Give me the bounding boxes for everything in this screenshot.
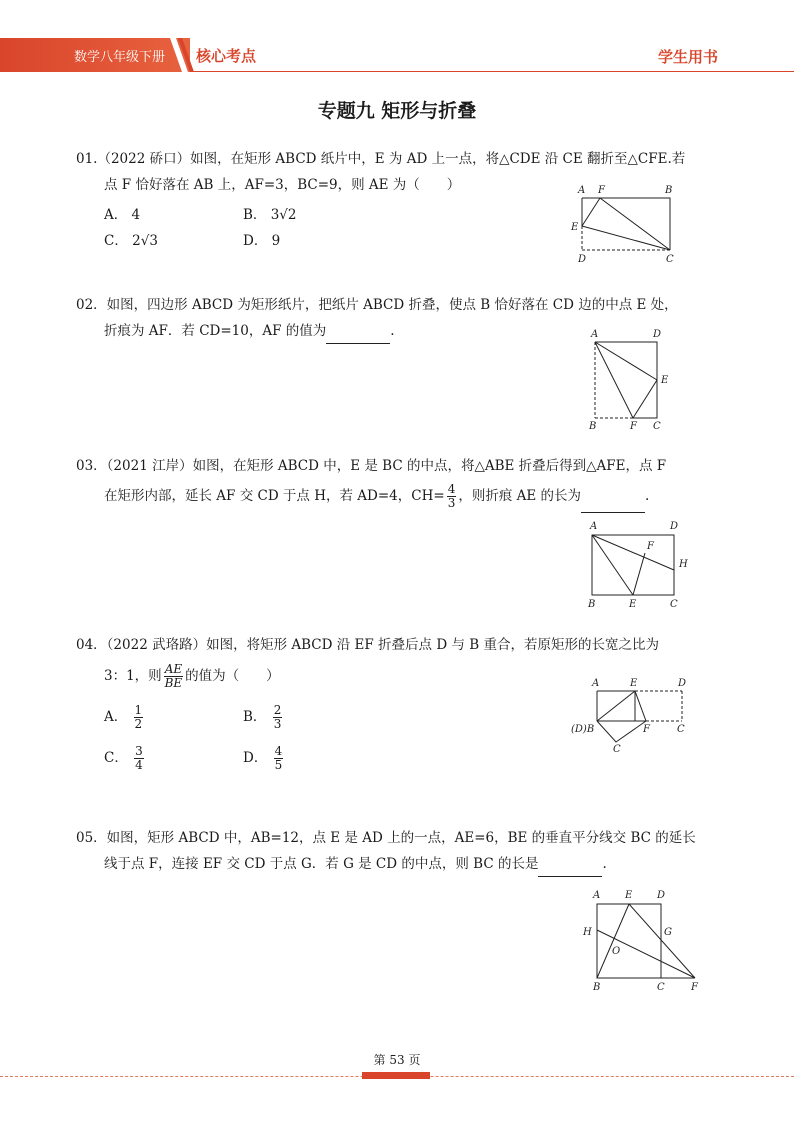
question-2-line-2: 折痕为 AF．若 CD=10，AF 的值为 .	[76, 318, 728, 344]
question-2-line-1: 02．如图，四边形 ABCD 为矩形纸片，把纸片 ABCD 折叠，使点 B 恰好落在 CD 边的中点 E 处，	[76, 297, 678, 313]
label-b: B	[589, 421, 597, 432]
label-d: D	[678, 678, 687, 689]
option-d[interactable]: D． 9	[243, 233, 281, 249]
label-c: C	[677, 724, 685, 735]
label-e: E	[661, 375, 669, 386]
question-5-line-1: 05．如图，矩形 ABCD 中，AB=12，点 E 是 AD 上的一点，AE=6，BE 的垂直平分线交 BC 的延长	[76, 830, 696, 846]
label-c: C	[657, 982, 665, 993]
fraction-4-3: $\frac{4}{3}$	[447, 482, 456, 510]
label-e: E	[629, 599, 637, 610]
option-c[interactable]: C． $\frac{3}{4}$	[104, 744, 143, 772]
label-a: A	[593, 890, 601, 901]
label-a: A	[578, 185, 586, 196]
question-1-line-2: 点 F 恰好落在 AB 上，AF=3，BC=9，则 AE 为（ ）	[104, 177, 461, 193]
label-c-prime: C	[613, 744, 621, 755]
answer-blank[interactable]	[581, 496, 645, 513]
answer-blank[interactable]	[538, 860, 602, 877]
label-c: C	[653, 421, 661, 432]
label-c: C	[666, 254, 674, 265]
grade-label: 数学八年级下册	[74, 50, 166, 65]
header-slash-decoration	[170, 38, 194, 72]
fraction-ae-be: $\frac{AE}{BE}$	[164, 662, 183, 690]
question-3-line-1: 03．（2021 江岸）如图，在矩形 ABCD 中，E 是 BC 的中点，将△ABE 折叠后得到△AFE，点 F	[76, 458, 667, 474]
option-b[interactable]: B． $\frac{2}{3}$	[243, 703, 282, 731]
question-3	[76, 453, 728, 513]
header-rule	[190, 71, 794, 72]
label-e: E	[625, 890, 633, 901]
question-3-line-2: 在矩形内部，延长 AF 交 CD 于点 H，若 AD=4，CH= $\frac{4}{3}$ ，则折痕 AE 的长为 .	[76, 479, 728, 513]
label-f: F	[643, 724, 650, 735]
label-b: B	[665, 185, 673, 196]
question-2-figure	[585, 328, 675, 433]
page-header	[0, 38, 794, 72]
question-4-line-1: 04．（2022 武珞路）如图，将矩形 ABCD 沿 EF 折叠后点 D 与 B 重合，若原矩形的长宽之比为	[76, 637, 659, 653]
question-1-figure	[570, 182, 680, 267]
label-a: A	[592, 678, 600, 689]
label-e: E	[630, 678, 638, 689]
label-h: H	[679, 559, 688, 570]
book-label: 学生用书	[657, 48, 718, 66]
label-d: D	[578, 254, 587, 265]
label-h: H	[583, 927, 592, 938]
label-f: F	[598, 185, 605, 196]
answer-blank[interactable]	[326, 327, 390, 344]
question-4-figure	[570, 674, 690, 756]
option-b[interactable]: B． 3√2	[243, 207, 297, 223]
option-a[interactable]: A． $\frac{1}{2}$	[104, 703, 143, 731]
option-a[interactable]: A． 4	[104, 207, 141, 223]
question-5	[76, 825, 728, 877]
label-f: F	[630, 421, 637, 432]
question-5-figure	[575, 884, 705, 996]
label-a: A	[590, 521, 598, 532]
footer-accent-bar	[362, 1072, 430, 1079]
label-d: D	[657, 890, 666, 901]
topic-label: 核心考点	[196, 47, 257, 65]
question-5-line-2: 线于点 F，连接 EF 交 CD 于点 G．若 G 是 CD 的中点，则 BC 的长是 .	[76, 851, 728, 877]
question-1-line-1: 01.（2022 硚口）如图，在矩形 ABCD 纸片中，E 为 AD 上一点，将△CDE 沿 CE 翻折至△CFE.若	[76, 151, 686, 167]
label-f: F	[647, 541, 654, 552]
label-g: G	[664, 927, 672, 938]
label-o: O	[612, 946, 621, 957]
label-d: D	[670, 521, 679, 532]
question-4-line-2: 3：1，则 $\frac{AE}{BE}$ 的值为（ ）	[104, 662, 280, 690]
label-f: F	[691, 982, 698, 993]
option-d[interactable]: D． $\frac{4}{5}$	[243, 744, 283, 772]
label-b: B	[593, 982, 601, 993]
label-c: C	[670, 599, 678, 610]
page-number: 第 53 页	[373, 1053, 421, 1067]
option-c[interactable]: C． 2√3	[104, 233, 158, 249]
question-3-figure	[585, 518, 695, 613]
label-d-b: (D)B	[571, 724, 595, 735]
label-d: D	[653, 329, 662, 340]
label-a: A	[591, 329, 599, 340]
page-title: 专题九 矩形与折叠	[317, 100, 477, 122]
label-e: E	[571, 222, 579, 233]
label-b: B	[588, 599, 596, 610]
